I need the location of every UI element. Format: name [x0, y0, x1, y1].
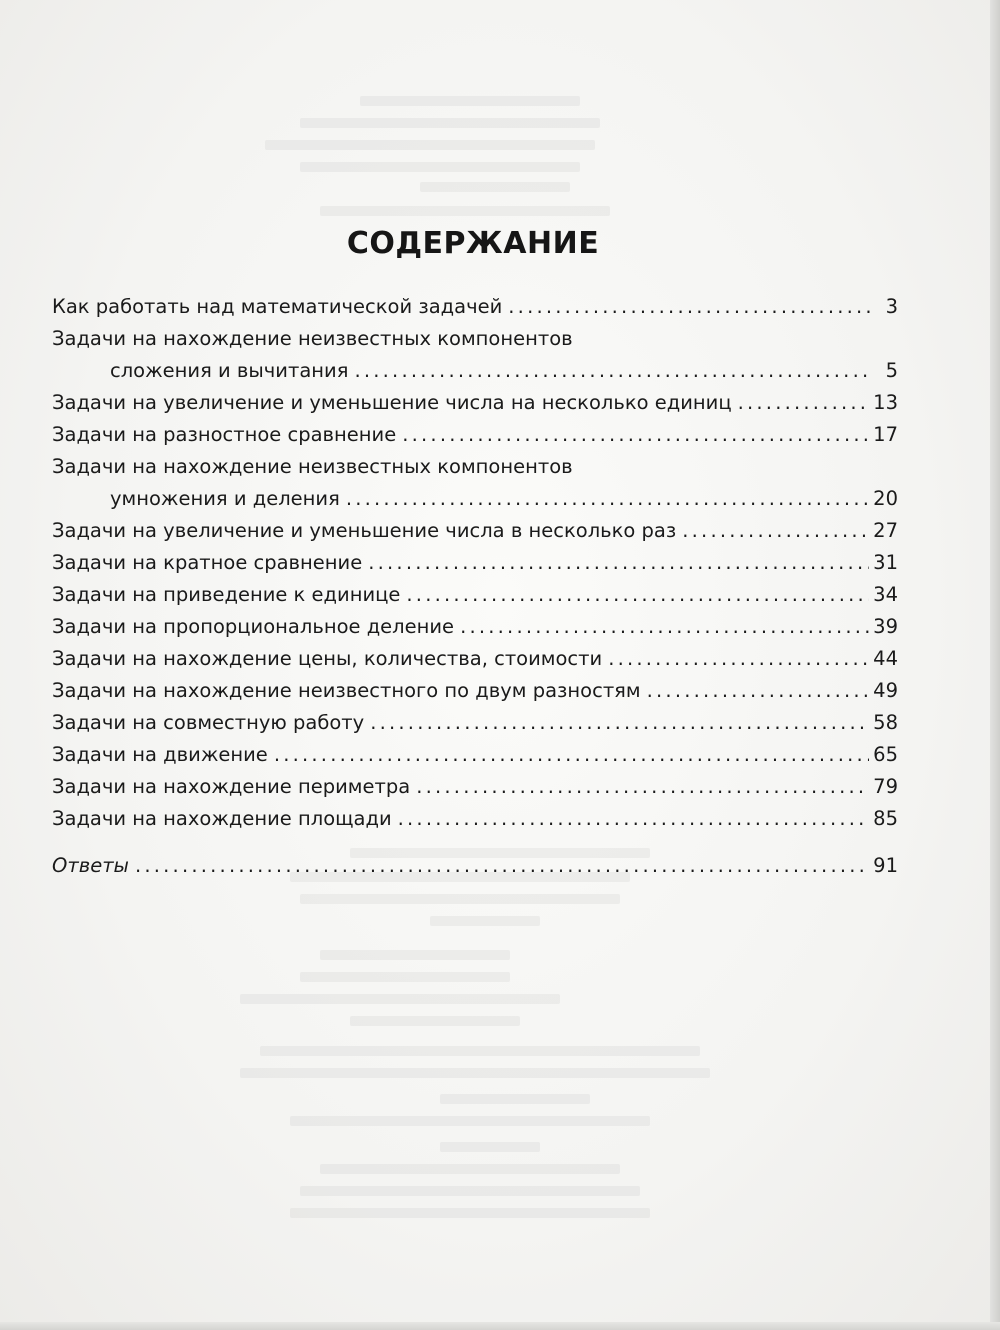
- toc-entry-title: Задачи на увеличение и уменьшение числа в несколько раз: [52, 519, 677, 542]
- dot-leader: [647, 675, 870, 707]
- bleed-through-text: [440, 1142, 540, 1152]
- toc-entry-title: Ответы: [52, 854, 129, 877]
- page-edge-shadow: [990, 0, 1000, 1330]
- bleed-through-text: [440, 1094, 590, 1104]
- toc-entry-title: Задачи на нахождение периметра: [52, 775, 411, 798]
- toc-entry-page: 39: [873, 615, 898, 638]
- toc-entry-page: 91: [873, 854, 898, 877]
- toc-entry-title: Задачи на разностное сравнение: [52, 423, 397, 446]
- bleed-through-text: [300, 972, 510, 982]
- toc-entry-page: 5: [885, 359, 898, 382]
- toc-entry-page: 3: [885, 295, 898, 318]
- dot-leader: [274, 739, 869, 771]
- toc-entry-page: 20: [873, 487, 898, 510]
- dot-leader: [608, 643, 869, 675]
- dot-leader: [354, 355, 872, 387]
- toc-entry-page: 65: [873, 743, 898, 766]
- page-edge-shadow: [0, 1322, 1000, 1330]
- bleed-through-text: [320, 1164, 620, 1174]
- dot-leader: [370, 707, 869, 739]
- toc-entry[interactable]: [52, 675, 898, 707]
- bleed-through-text: [290, 1208, 650, 1218]
- bleed-through-text: [320, 206, 610, 216]
- bleed-through-text: [360, 96, 580, 106]
- toc-entry[interactable]: [52, 643, 898, 675]
- toc-entry[interactable]: [52, 547, 898, 579]
- toc-entry[interactable]: [52, 291, 898, 323]
- bleed-through-text: [260, 1046, 700, 1056]
- bleed-through-text: [350, 1016, 520, 1026]
- toc-entry-answers[interactable]: [52, 850, 898, 882]
- toc-entry-title: Задачи на нахождение цены, количества, стоимости: [52, 647, 603, 670]
- toc-entry-page: 79: [873, 775, 898, 798]
- dot-leader: [346, 483, 869, 515]
- dot-leader: [682, 515, 869, 547]
- bleed-through-text: [300, 118, 600, 128]
- toc-entry-page: 27: [873, 519, 898, 542]
- bleed-through-text: [430, 916, 540, 926]
- table-of-contents: [52, 291, 898, 882]
- page-title: СОДЕРЖАНИЕ: [346, 226, 600, 261]
- toc-entry[interactable]: [52, 579, 898, 611]
- toc-entry-title: Задачи на движение: [52, 743, 268, 766]
- dot-leader: [398, 803, 870, 835]
- toc-entry-page: 49: [873, 679, 898, 702]
- bleed-through-text: [265, 140, 595, 150]
- toc-entry-page: 58: [873, 711, 898, 734]
- bleed-through-text: [300, 1186, 640, 1196]
- section-gap: [52, 835, 898, 850]
- toc-entry[interactable]: [52, 739, 898, 771]
- toc-entry-title: Задачи на нахождение неизвестных компонентов: [52, 327, 573, 350]
- toc-entry-title: сложения и вычитания: [110, 359, 349, 382]
- bleed-through-text: [240, 994, 560, 1004]
- toc-entry[interactable]: [52, 707, 898, 739]
- bleed-through-text: [300, 894, 620, 904]
- toc-entry-title: умножения и деления: [110, 487, 340, 510]
- toc-entry[interactable]: [52, 451, 898, 483]
- dot-leader: [508, 291, 872, 323]
- bleed-through-text: [240, 1068, 710, 1078]
- toc-entry-continuation[interactable]: [52, 483, 898, 515]
- toc-entry-title: Задачи на нахождение площади: [52, 807, 392, 830]
- dot-leader: [406, 579, 869, 611]
- dot-leader: [738, 387, 870, 419]
- toc-entry-page: 85: [873, 807, 898, 830]
- dot-leader: [135, 850, 869, 882]
- dot-leader: [402, 419, 869, 451]
- toc-entry-title: Задачи на кратное сравнение: [52, 551, 363, 574]
- toc-entry-page: 13: [873, 391, 898, 414]
- toc-entry-page: 31: [873, 551, 898, 574]
- toc-entry[interactable]: [52, 803, 898, 835]
- toc-entry-title: Задачи на приведение к единице: [52, 583, 401, 606]
- toc-entry[interactable]: [52, 611, 898, 643]
- dot-leader: [460, 611, 869, 643]
- dot-leader: [416, 771, 869, 803]
- toc-entry-page: 17: [873, 423, 898, 446]
- toc-entry-page: 44: [873, 647, 898, 670]
- toc-entry-page: 34: [873, 583, 898, 606]
- toc-entry-title: Задачи на нахождение неизвестного по двум разностям: [52, 679, 641, 702]
- toc-entry[interactable]: [52, 419, 898, 451]
- bleed-through-text: [420, 182, 570, 192]
- bleed-through-text: [320, 950, 510, 960]
- bleed-through-text: [300, 162, 580, 172]
- toc-entry-title: Задачи на пропорциональное деление: [52, 615, 455, 638]
- toc-entry-title: Как работать над математической задачей: [52, 295, 503, 318]
- toc-entry-title: Задачи на совместную работу: [52, 711, 365, 734]
- toc-entry-title: Задачи на увеличение и уменьшение числа на несколько единиц: [52, 391, 732, 414]
- toc-entry[interactable]: [52, 387, 898, 419]
- toc-entry[interactable]: [52, 515, 898, 547]
- dot-leader: [368, 547, 869, 579]
- toc-entry-title: Задачи на нахождение неизвестных компонентов: [52, 455, 573, 478]
- toc-entry-continuation[interactable]: [52, 355, 898, 387]
- toc-entry[interactable]: [52, 771, 898, 803]
- toc-entry[interactable]: [52, 323, 898, 355]
- bleed-through-text: [290, 1116, 650, 1126]
